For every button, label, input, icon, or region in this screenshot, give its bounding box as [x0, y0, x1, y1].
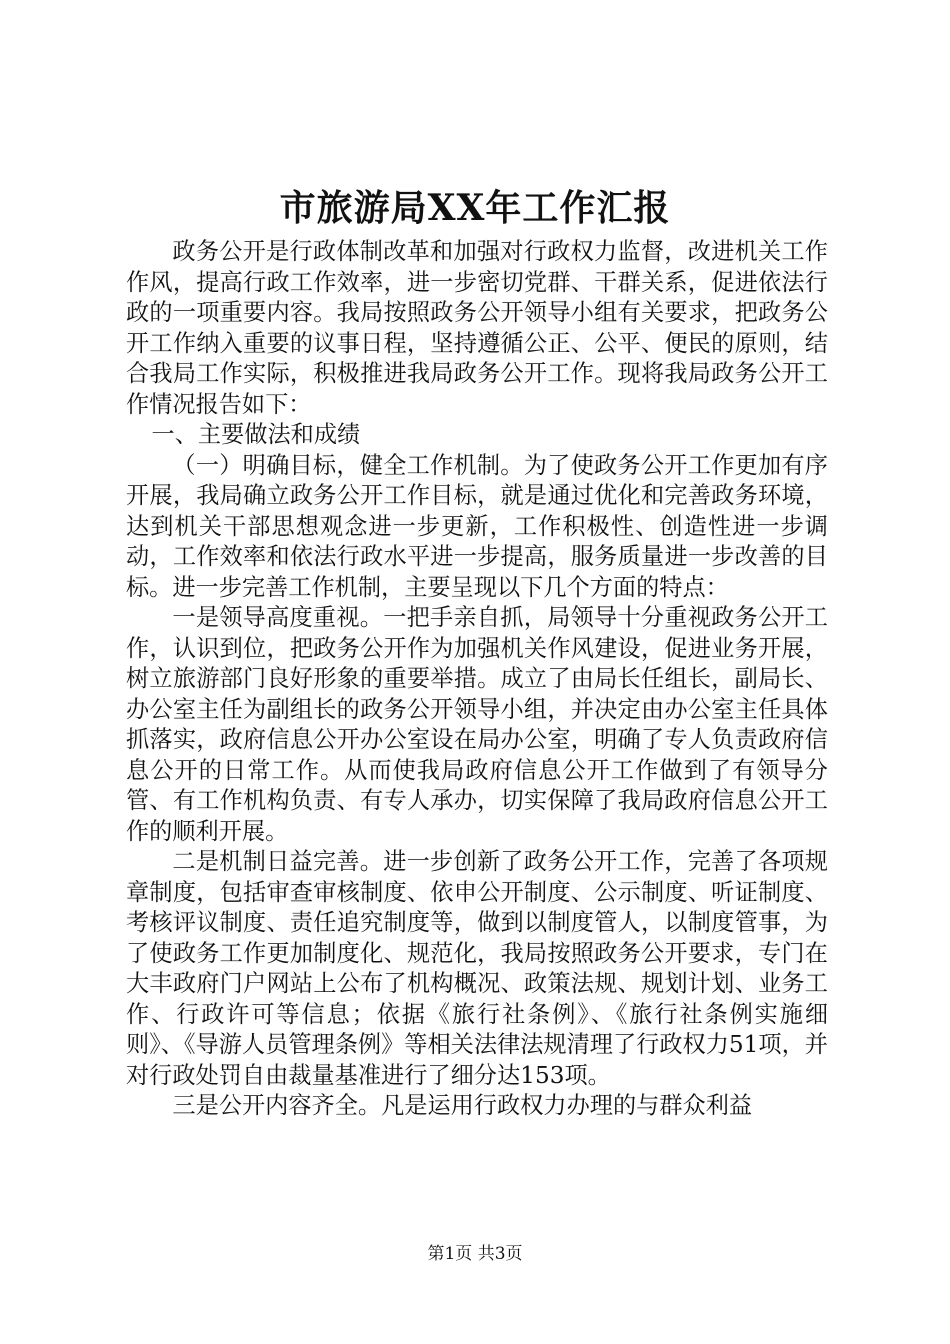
paragraph-point-1: 一是领导高度重视。一把手亲自抓，局领导十分重视政务公开工作，认识到位，把政务公开作为加强机关作风建设，促进业务开展，树立旅游部门良好形象的重要举措。成立了由局长任组长，副局长、办公室主任为副组长的政务公开领导小组，并决定由办公室主任具体抓落实，政府信息公开办公室设在局办公室，明确了专人负责政府信息公开的日常工作。从而使我局政府信息公开工作做到了有领导分管、有工作机构负责、有专人承办，切实保障了我局政府信息公开工作的顺利开展。: [126, 604, 828, 845]
paragraph-subsection-1: （一）明确目标，健全工作机制。为了使政务公开工作更加有序开展，我局确立政务公开工作目标，就是通过优化和完善政务环境，达到机关干部思想观念进一步更新，工作积极性、创造性进一步调动，工作效率和依法行政水平进一步提高，服务质量进一步改善的目标。进一步完善工作机制，主要呈现以下几个方面的特点：: [126, 451, 828, 601]
document-body: [126, 237, 828, 1122]
paragraph-intro: 政务公开是行政体制改革和加强对行政权力监督，改进机关工作作风，提高行政工作效率，进一步密切党群、干群关系，促进依法行政的一项重要内容。我局按照政务公开领导小组有关要求，把政务公开工作纳入重要的议事日程，坚持遵循公正、公平、便民的原则，结合我局工作实际，积极推进我局政务公开工作。现将我局政务公开工作情况报告如下：: [126, 238, 828, 418]
paragraph-point-2: 二是机制日益完善。进一步创新了政务公开工作，完善了各项规章制度，包括审查审核制度、依申公开制度、公示制度、听证制度、考核评议制度、责任追究制度等，做到以制度管人，以制度管事，为了使政务工作更加制度化、规范化，我局按照政务公开要求，专门在大丰政府门户网站上公布了机构概况、政策法规、规划计划、业务工作、行政许可等信息；依据《旅行社条例》、《旅行社条例实施细则》、《导游人员管理条例》等相关法律法规清理了行政权力51项，并对行政处罚自由裁量基准进行了细分达153项。: [126, 848, 828, 1089]
document-title: 市旅游局XX年工作汇报: [279, 187, 671, 229]
section-heading: 一、主要做法和成绩: [151, 421, 361, 448]
paragraph-point-3: 三是公开内容齐全。凡是运用行政权力办理的与群众利益: [172, 1092, 753, 1119]
page-footer: 第1页 共3页: [427, 1244, 523, 1264]
